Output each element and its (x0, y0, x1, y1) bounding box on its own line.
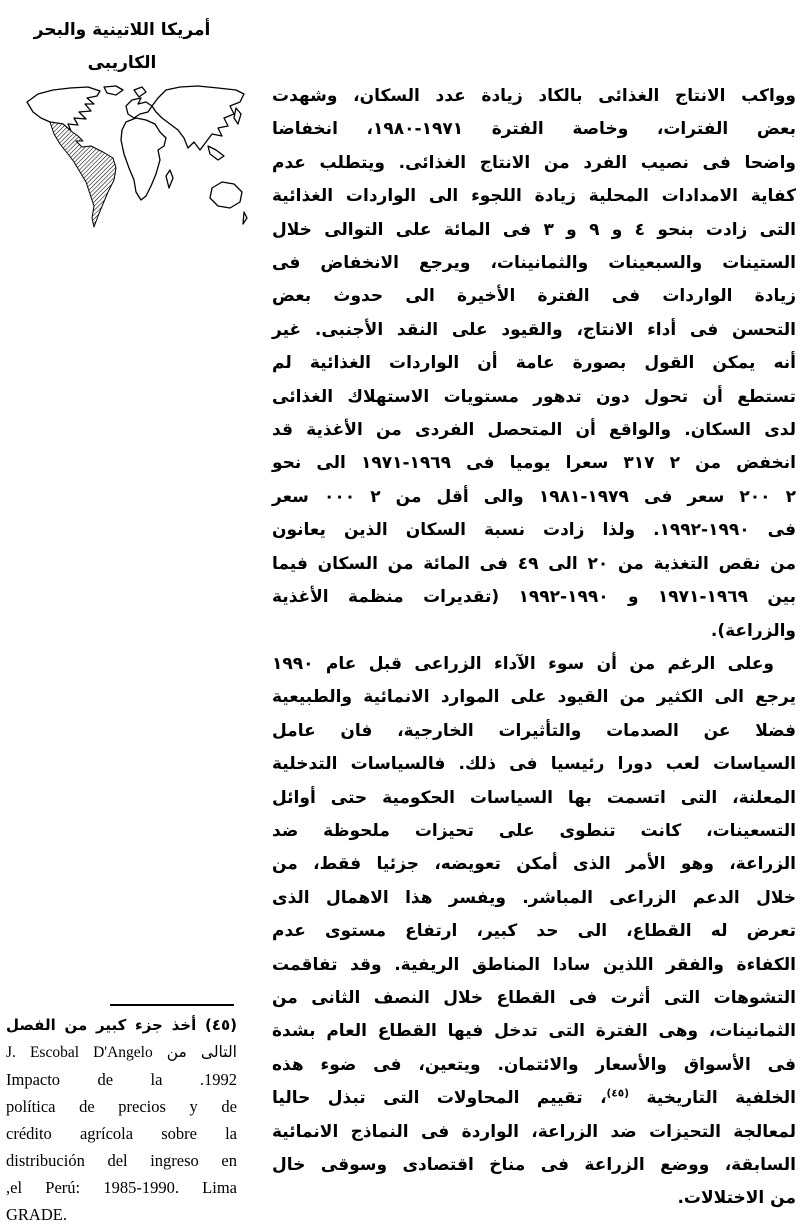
region-heading-line1: أمريكا اللاتينية والبحر (33, 20, 211, 40)
text-line: وعلى الرغم من أن سوء الآداء الزراعى قبل عام ١٩٩٠ (272, 653, 774, 674)
text-line: بين ١٩٦٩-١٩٧١ و ١٩٩٠-١٩٩٢ (تقديرات منظمة الأغذية (272, 587, 796, 608)
text-line: التى زادت بنحو ٤ و ٩ و ٣ فى المائة على التوالى خلال (272, 219, 796, 240)
text-line: ٢ ٢٠٠ سعر فى ١٩٧٩-١٩٨١ والى أقل من ٢ ٠٠٠ سعر (272, 486, 796, 507)
text-line: الستينات والسبعينات والثمانينات، ويرجع الانخفاض فى (272, 253, 796, 274)
world-map (8, 84, 248, 234)
text-line: زيادة الواردات فى الفترة الأخيرة الى حدوث بعض (272, 286, 796, 307)
text-line: el Perú: 1985-1990. Lima, (6, 1178, 237, 1197)
text-line: الخلفية التاريخية $^{(٤٥)}$، تقييم المحاولات التى تبذل حاليا (272, 1087, 796, 1109)
footnote (6, 1012, 237, 1228)
text-line: خلال الدعم الزراعى المباشر. ويفسر هذا الاهمال الذى (272, 887, 796, 908)
latin-america-highlight (50, 122, 116, 227)
body-text (272, 80, 796, 1216)
text-line: (٤٥) أخذ جزء كبير من الفصل (6, 1016, 237, 1034)
footnote-separator (110, 1004, 234, 1006)
australia-outline (210, 182, 242, 208)
text-line: crédito agrícola sobre la (6, 1124, 237, 1143)
text-line: política de precios y de (6, 1097, 237, 1116)
paragraph-2 (272, 648, 796, 1216)
text-line: تستطع أن تحول دون تدهور مستويات الاستهلاك الغذائى (272, 386, 796, 407)
text-line: التالى من J. Escobal D'Angelo (6, 1044, 237, 1061)
text-line: الكفاءة والفقر اللذين سادا المناطق الريفية. وقد تفاقمت (272, 954, 796, 975)
text-line: السياسات لعب دورا رئيسيا فى ذلك. فالسياسات التدخلية (272, 754, 796, 775)
text-line: distribución del ingreso en (6, 1151, 237, 1170)
footnote-reference: (٤٥) (606, 1087, 630, 1100)
region-heading-line2: الكاريبى (87, 53, 157, 73)
text-line: السابقة، ووضع الزراعة فى مناخ اقتصادى وسوقى خال (272, 1155, 796, 1175)
text-line: أنه يمكن القول بصورة عامة أن الواردات الغذائية لم (272, 353, 796, 374)
text-line: المعلنة، التى اتسمت بها السياسات الحكومية حتى أوائل (272, 787, 796, 808)
text-line: لدى السكان. والواقع أن المتحصل الفردى من الأغذية قد (272, 420, 796, 441)
text-line: يرجع الى الكثير من القيود على الموارد الانمائية والطبيعية (272, 687, 796, 708)
new-zealand-outline (243, 212, 247, 224)
southeast-asia-outline (208, 146, 224, 160)
text-line: لمعالجة التحيزات ضد الزراعة، الواردة فى النماذج الانمائية (272, 1121, 796, 1142)
scandinavia-outline (134, 87, 146, 97)
text-line: التسعينات، كانت تنطوى على تحيزات ملحوظة ضد (272, 820, 796, 841)
paragraph-1 (272, 80, 796, 648)
text-line: وواكب الانتاج الغذائى بالكاد زيادة عدد السكان، وشهدت (272, 86, 796, 106)
europe-outline (126, 98, 152, 118)
text-line: 1992. Impacto de la (6, 1070, 238, 1089)
text-line: كفاية الامدادات المحلية زيادة اللجوء الى الواردات الغذائية (272, 186, 796, 207)
text-line: من نقص التغذية من ٢٠ الى ٤٩ فى المائة من السكان فيما (272, 553, 797, 574)
text-line: فضلا عن الصدمات والتأثيرات الخارجية، فان عامل (272, 720, 796, 741)
text-line: التشوهات التى أثرت فى القطاع خلال النصف الثانى من (272, 987, 796, 1008)
text-line: والزراعة). (710, 620, 796, 641)
text-line: فى الأسواق والأسعار والائتمان. ويتعين، فى ضوء هذه (272, 1054, 796, 1075)
text-line: الزراعة، وهو الأمر الذى أمكن تعويضه، جزئيا فقط، من (272, 854, 796, 875)
region-heading (8, 14, 236, 80)
text-line: التحسن فى أداء الانتاج، والقيود على النقد الأجنبى. غير (272, 319, 796, 340)
text-line: GRADE. (6, 1205, 67, 1224)
africa-outline (121, 118, 166, 200)
text-line: بعض الفترات، وخاصة الفترة ١٩٧١-١٩٨٠، انخفاضا (272, 119, 796, 140)
text-line: الثمانينات، وهى الفترة التى تدخل فيها القطاع العام بشدة (272, 1021, 796, 1042)
text-line: فى ١٩٩٠-١٩٩٢. ولذا زادت نسبة السكان الذين يعانون (272, 520, 796, 541)
text-line: من الاختلالات. (677, 1188, 796, 1209)
text-line: تعرض له القطاع، الى حد كبير، ارتفاع مستوى عدم (272, 921, 796, 942)
madagascar-outline (166, 170, 173, 188)
japan-outline (234, 108, 241, 124)
world-map-graphic (8, 84, 248, 234)
text-line: انخفض من ٢ ٣١٧ سعرا يوميا فى ١٩٦٩-١٩٧١ الى نحو (272, 453, 796, 474)
greenland-outline (104, 86, 123, 95)
text-line: واضحا فى نصيب الفرد من الانتاج الغذائى. ويتطلب عدم (272, 152, 796, 173)
